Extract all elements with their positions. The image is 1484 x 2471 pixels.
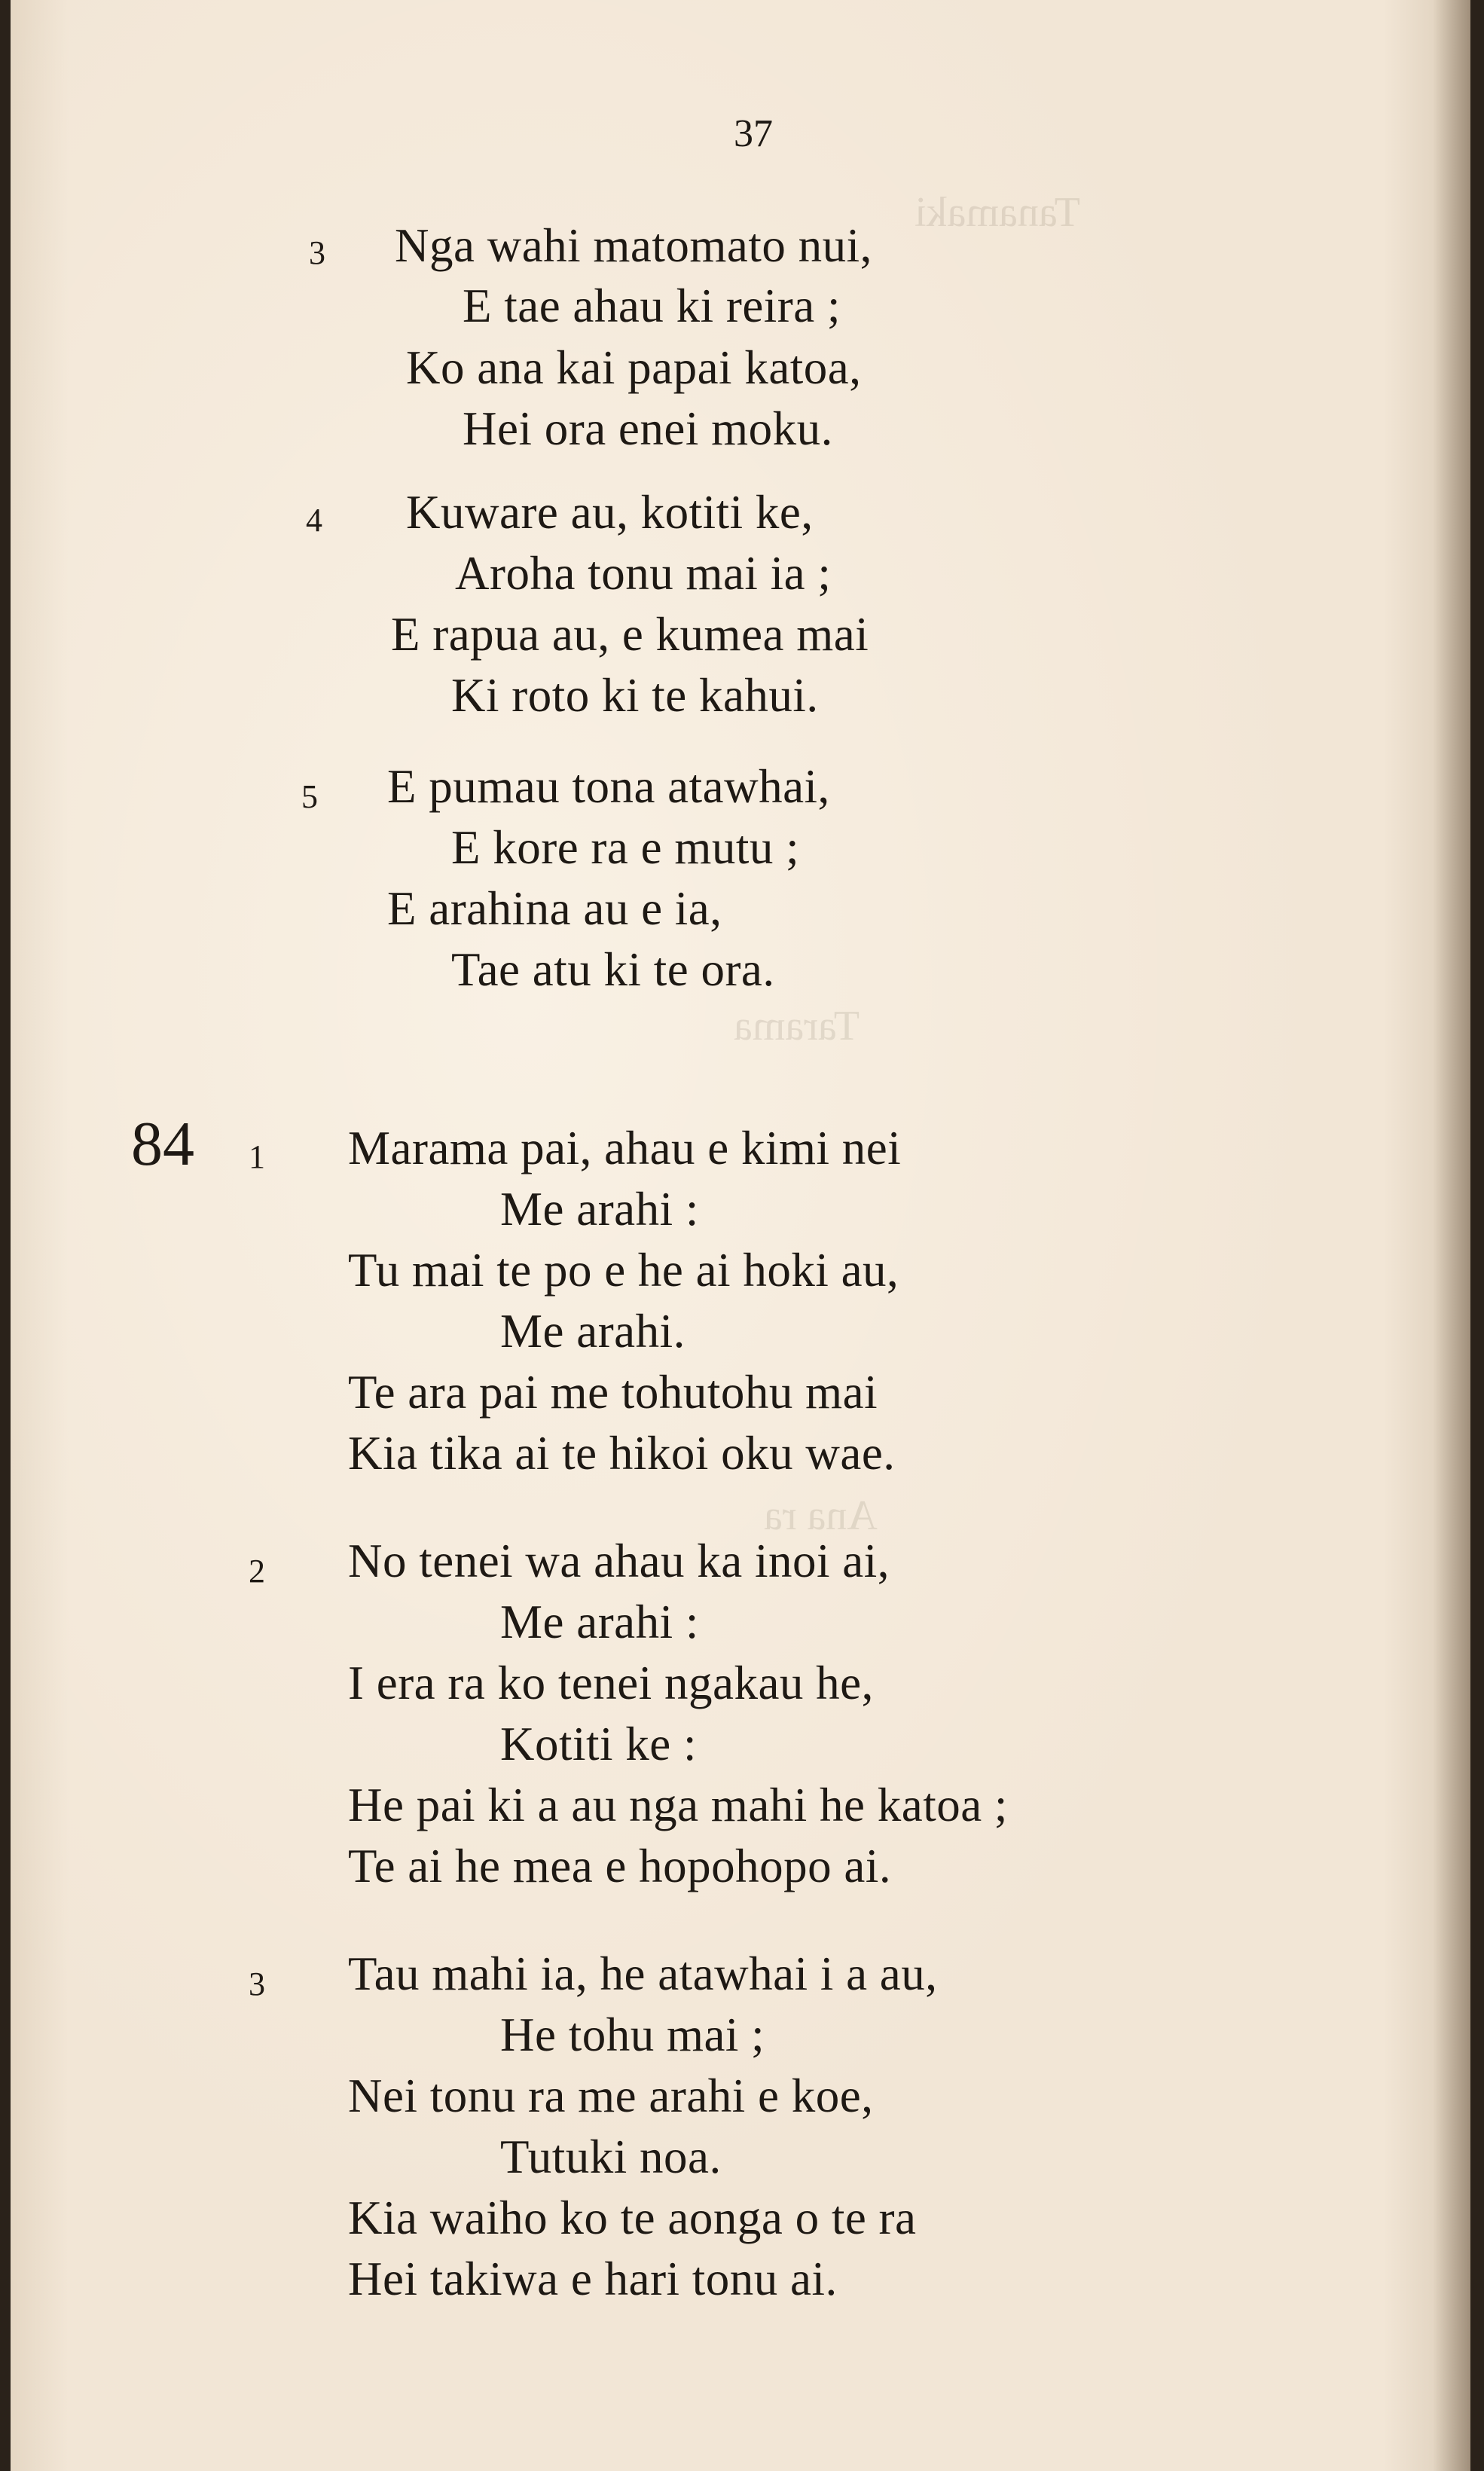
verse-line: Kotiti ke : bbox=[500, 1718, 697, 1770]
verse-number: 2 bbox=[249, 1553, 265, 1590]
verse-line: Hei ora enei moku. bbox=[463, 402, 833, 455]
verse-line: Marama pai, ahau e kimi nei bbox=[348, 1122, 902, 1174]
verse-line: E arahina au e ia, bbox=[387, 882, 722, 935]
verse-line: Nei tonu ra me arahi e koe, bbox=[348, 2069, 874, 2122]
verse-line: He tohu mai ; bbox=[500, 2008, 765, 2061]
verse-line: No tenei wa ahau ka inoi ai, bbox=[348, 1535, 890, 1587]
show-through-decoration: Ana ra bbox=[764, 1492, 878, 1539]
verse-line: Ko ana kai papai katoa, bbox=[406, 341, 862, 394]
verse-number: 3 bbox=[309, 234, 325, 271]
verse-line: E rapua au, e kumea mai bbox=[391, 608, 869, 661]
verse-number: 4 bbox=[306, 502, 322, 539]
book-page bbox=[11, 0, 1470, 2471]
verse-number: 1 bbox=[249, 1138, 265, 1175]
verse-line: I era ra ko tenei ngakau he, bbox=[348, 1657, 874, 1709]
verse-line: Kia waiho ko te aonga o te ra bbox=[348, 2192, 917, 2244]
hymn-number: 84 bbox=[131, 1109, 194, 1179]
verse-number: 3 bbox=[249, 1965, 265, 2002]
verse-line: Te ara pai me tohutohu mai bbox=[348, 1366, 878, 1419]
verse-line: Me arahi. bbox=[500, 1305, 686, 1358]
verse-line: Tau mahi ia, he atawhai i a au, bbox=[348, 1947, 938, 2000]
verse-line: Tutuki noa. bbox=[500, 2130, 722, 2183]
binding-shadow bbox=[1433, 0, 1470, 2471]
verse-line: He pai ki a au nga mahi he katoa ; bbox=[348, 1779, 1008, 1831]
verse-line: Te ai he mea e hopohopo ai. bbox=[348, 1840, 892, 1892]
verse-line: E tae ahau ki reira ; bbox=[463, 279, 841, 332]
verse-number: 5 bbox=[301, 778, 318, 815]
verse-line: Ki roto ki te kahui. bbox=[451, 669, 819, 722]
verse-line: Me arahi : bbox=[500, 1596, 699, 1648]
page-number: 37 bbox=[734, 112, 773, 155]
show-through-decoration: Tanamaki bbox=[915, 189, 1080, 236]
verse-line: Tae atu ki te ora. bbox=[451, 943, 775, 996]
verse-line: Kia tika ai te hikoi oku wae. bbox=[348, 1427, 896, 1480]
verse-line: E pumau tona atawhai, bbox=[387, 760, 830, 813]
verse-line: Hei takiwa e hari tonu ai. bbox=[348, 2253, 838, 2305]
verse-line: E kore ra e mutu ; bbox=[451, 821, 800, 874]
verse-line: Nga wahi matomato nui, bbox=[395, 219, 872, 272]
verse-line: Kuware au, kotiti ke, bbox=[406, 486, 814, 539]
verse-line: Aroha tonu mai ia ; bbox=[455, 547, 832, 600]
show-through-decoration: Tarama bbox=[734, 1003, 860, 1049]
verse-line: Me arahi : bbox=[500, 1183, 699, 1236]
verse-line: Tu mai te po e he ai hoki au, bbox=[348, 1244, 899, 1297]
